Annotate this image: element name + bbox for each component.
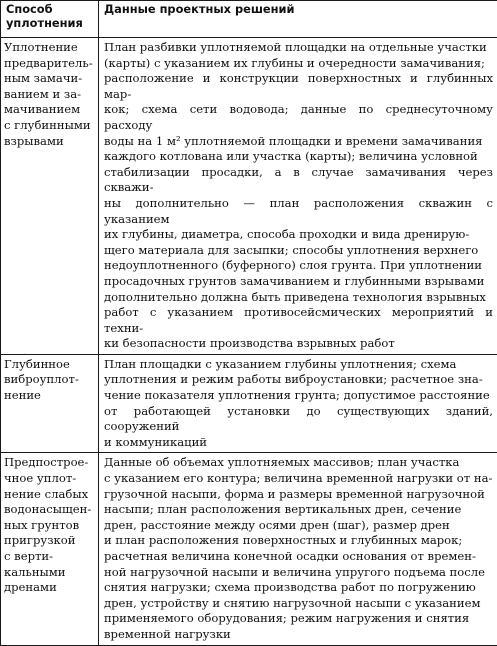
data-line: ны дополнительно — план расположения скважин с указанием xyxy=(104,196,493,227)
method-cell xyxy=(1,453,99,645)
data-line: воды на 1 м² уплотняемой площадки и времени замачивания xyxy=(104,134,493,150)
data-line: Данные об объемах уплотняемых массивов; план участка xyxy=(104,455,493,471)
data-line: применяемого оборудования; режим нагружения и снятия xyxy=(104,611,493,627)
method-line: пригрузкой xyxy=(4,533,96,549)
method-line: с глубинными xyxy=(4,118,96,134)
data-line: уплотнения и режим работы виброустановки; расчетное зна- xyxy=(104,372,493,388)
design-data-cell xyxy=(99,38,497,355)
method-line: Уплотнение xyxy=(4,40,96,56)
data-line: работ с указанием противосейсмических мероприятий и техни- xyxy=(104,305,493,336)
data-line: План разбивки уплотняемой площадки на отдельные участки xyxy=(104,40,493,56)
method-line: предваритель- xyxy=(4,56,96,72)
data-line: расположение и конструкции поверхностных и глубинных мар- xyxy=(104,71,493,102)
data-line: с указанием его контура; величина временной нагрузки от на- xyxy=(104,471,493,487)
method-cell xyxy=(1,354,99,453)
header-method-line: Способ xyxy=(6,3,94,17)
method-line: нение xyxy=(4,388,96,404)
data-line: План площадки с указанием глубины уплотнения; схема xyxy=(104,357,493,373)
data-line: просадочных грунтов замачиванием и глубинными взрывами xyxy=(104,274,493,290)
table-row xyxy=(1,453,497,645)
method-line: взрывами xyxy=(4,134,96,150)
data-line: стабилизации просадки, а в случае замачивания через скважи- xyxy=(104,165,493,196)
method-line: Предпострое- xyxy=(4,455,96,471)
design-data-cell xyxy=(99,453,497,645)
table-header-row xyxy=(1,1,497,38)
data-line: и план расположения поверхностных и глубинных марок; xyxy=(104,533,493,549)
data-line: (карты) с указанием их глубины и очередности замачивания; xyxy=(104,56,493,72)
header-design-data: Данные проектных решений xyxy=(99,1,497,38)
data-line: дополнительно должна быть приведена технология взрывных xyxy=(104,290,493,306)
method-cell xyxy=(1,38,99,355)
data-line: ной нагрузочной насыпи и величина упругого подъема после xyxy=(104,565,493,581)
data-line: грузочной насыпи, форма и размеры временной нагрузочной xyxy=(104,487,493,503)
data-line: от работающей установки до существующих зданий, сооружений xyxy=(104,404,493,435)
header-method-line: уплотнения xyxy=(6,17,94,31)
table-row xyxy=(1,38,497,355)
data-line: чение показателя уплотнения грунта; допустимое расстояние xyxy=(104,388,493,404)
method-line: Глубинное xyxy=(4,357,96,373)
method-line: мачиванием xyxy=(4,102,96,118)
data-line: каждого котлована или участка (карты); величина условной xyxy=(104,149,493,165)
header-method xyxy=(1,1,99,38)
data-line: снятия нагрузки; схема производства работ по погружению xyxy=(104,580,493,596)
data-line: недоуплотненного (буферного) слоя грунта. При уплотнении xyxy=(104,258,493,274)
method-line: виброуплот- xyxy=(4,372,96,388)
method-line: ных грунтов xyxy=(4,518,96,534)
design-data-cell xyxy=(99,354,497,453)
method-line: дренами xyxy=(4,580,96,596)
method-line: чное уплот- xyxy=(4,471,96,487)
data-line: их глубины, диаметра, способа проходки и вида дренирую- xyxy=(104,227,493,243)
data-line: щего материала для засыпки; способы уплотнения верхнего xyxy=(104,243,493,259)
data-line: временной нагрузки xyxy=(104,627,493,643)
data-line: и коммуникаций xyxy=(104,435,493,451)
method-line: ванием и за- xyxy=(4,87,96,103)
data-line: насыпи; план расположения вертикальных дрен, сечение xyxy=(104,502,493,518)
method-line: нение слабых xyxy=(4,487,96,503)
method-line: с верти- xyxy=(4,549,96,565)
data-line: кок; схема сети водовода; данные по среднесуточному расходу xyxy=(104,102,493,133)
method-line: ным замачи- xyxy=(4,71,96,87)
table-row xyxy=(1,354,497,453)
data-line: расчетная величина конечной осадки основания от времен- xyxy=(104,549,493,565)
data-line: ки безопасности производства взрывных работ xyxy=(104,336,493,352)
method-line: кальными xyxy=(4,565,96,581)
data-line: дрен, расстояние между осями дрен (шаг), размер дрен xyxy=(104,518,493,534)
method-line: водонасыщен- xyxy=(4,502,96,518)
data-line: дрен, устройству и снятию нагрузочной насыпи с указанием xyxy=(104,596,493,612)
